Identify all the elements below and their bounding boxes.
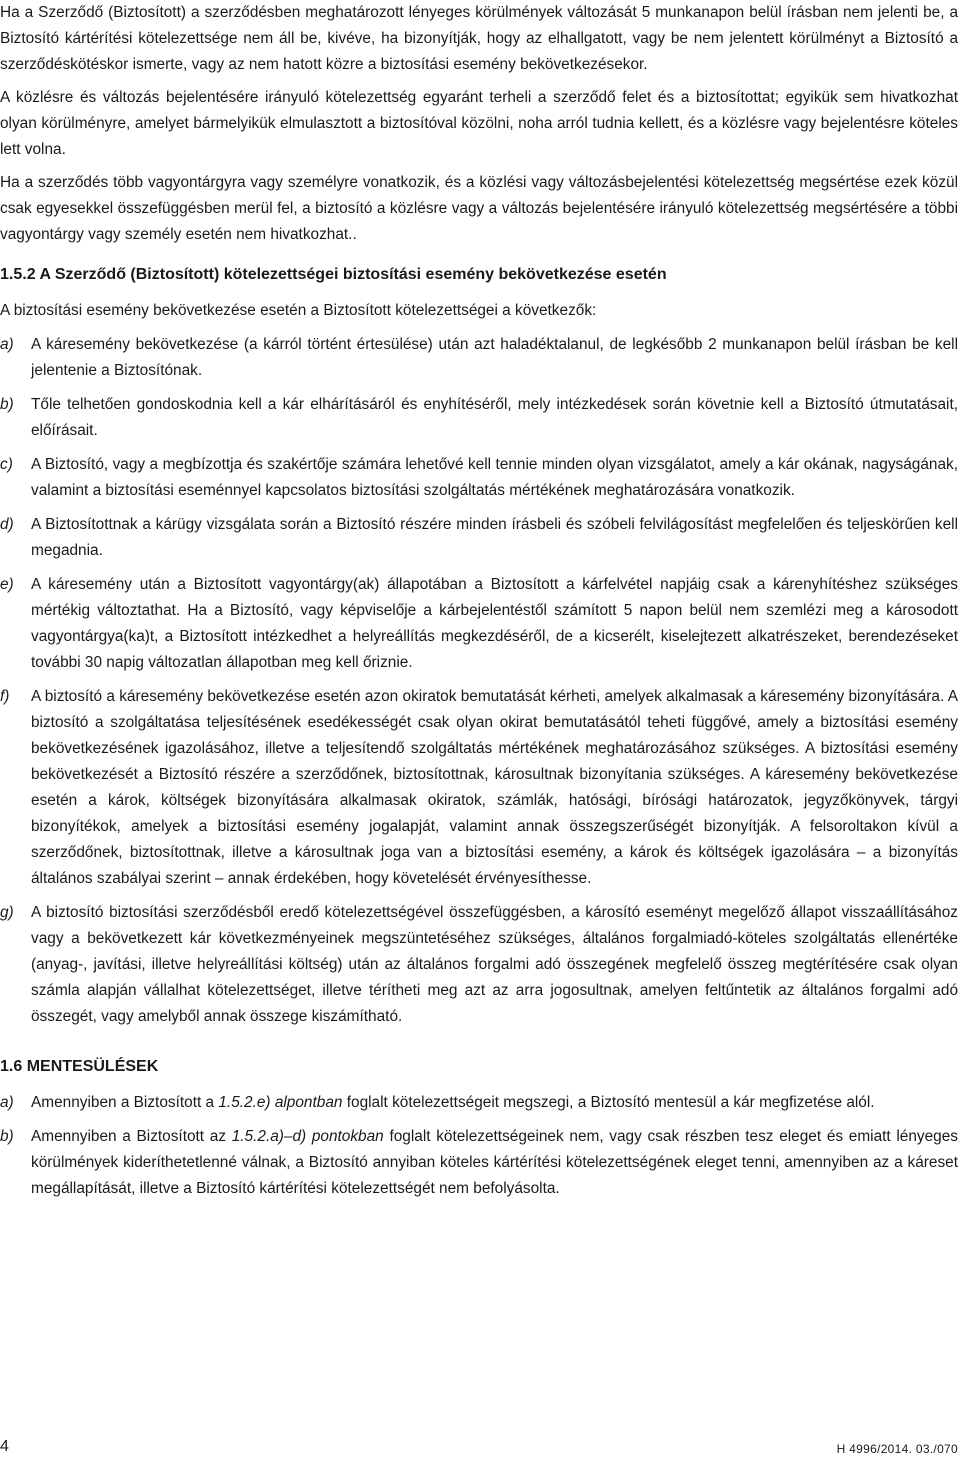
paragraph-change-notification: Ha a Szerződő (Biztosított) a szerződésben meghatározott lényeges körülmények változását 5 munkanapon belül írásban nem jelenti be, a Biztosító kártérítési kötelezettsége nem áll be, kivéve, ha bizonyítják, hogy az elhallgatott, vagy be nem jelentett körülményt a Biztosító a szerződéskötéskor ismerte, vagy az nem hatott közre a biztosítási esemény bekövetkezésekor. xyxy=(0,4,958,73)
list-item-text: A Biztosító, vagy a megbízottja és szakértője számára lehetővé kell tennie minden olyan vizsgálatot, amely a kár okának, nagyságának, valamint a biztosítási eseménnyel kapcsolatos biztosítási szolgáltatás mértékének meghatározására vonatkozik. xyxy=(31,456,958,499)
list-item xyxy=(0,572,958,676)
text-before-ref: Amennyiben a Biztosított a xyxy=(31,1094,219,1111)
list-item xyxy=(0,452,958,504)
list-item-label: g) xyxy=(0,904,14,921)
list-item xyxy=(0,900,958,1030)
list-item-label: b) xyxy=(0,1128,14,1145)
list-item-text: A biztosító a káresemény bekövetkezése esetén azon okiratok bemutatását kérheti, amelyek alkalmasak a káresemény bizonyítására. A biztosító a szolgáltatása teljesítésének esedékességét csak olyan okirat bemutatásától teheti függővé, amely a biztosítási esemény bekövetkezésének igazolásához, illetve a teljesítendő szolgáltatás mértékének meghatározásához szükséges. A biztosítási esemény bekövetkezését a Biztosító részére a szerződőnek, biztosítottnak, károsultnak bizonyítania szükséges. A káresemény bekövetkezése esetén a károk, költségek bizonyítására alkalmasak okiratok, számlák, hatósági, bírósági határozatok, jegyzőkönyvek, tárgyi bizonyítékok, amelyek a biztosítási esemény jogalapját, valamint annak összegszerűségét bizonyítják. A felsoroltakon kívül a szerződőnek, biztosítottnak, illetve a károsultnak joga van a biztosítási esemény, a károk és költségek igazolására – a bizonyítás általános szabályai szerint – annak érdekében, hogy követelését érvényesíthesse. xyxy=(31,688,958,887)
list-item-label: c) xyxy=(0,456,13,473)
list-item-text: A káresemény után a Biztosított vagyontárgy(ak) állapotában a Biztosított a kárfelvétel napjáig csak a kárenyhítéshez szükséges mértékig változtathat. Ha a Biztosító, vagy képviselője a kárbejelentéstől számított 5 napon belül nem szemlézi meg a károsodott vagyontárgya(ka)t, a Biztosított intézkedhet a helyreállítás megkezdéséről, de a kicserélt, kiselejtezett alkatrészeket, berendezéseket további 30 napig változatlan állapotban meg kell őriznie. xyxy=(31,576,958,671)
list-item-label: e) xyxy=(0,576,14,593)
paragraph-disclosure-obligation: A közlésre és változás bejelentésére irányuló kötelezettség egyaránt terheli a szerződő felet és a biztosítottat; egyikük sem hivatkozhat olyan körülményre, amelyet bármelyikük elmulasztott a biztosítóval közölni, noha arról tudnia kellett, és a közlésre vagy bejelentésre köteles lett volna. xyxy=(0,89,958,158)
page-footer xyxy=(0,1438,960,1462)
list-item-label: a) xyxy=(0,1094,14,1111)
list-item-label: f) xyxy=(0,688,10,705)
list-item-text xyxy=(31,1124,958,1202)
section-heading-1-5-2: 1.5.2 A Szerződő (Biztosított) kötelezettségei biztosítási esemény bekövetkezése esetén xyxy=(0,266,667,283)
list-item-label: a) xyxy=(0,336,14,353)
text-after-ref: foglalt kötelezettségeinek nem, vagy csak részben tesz eleget és emiatt lényeges körülmények kideríthetetlenné válnak, a Biztosító annyiban köteles kártérítési kötelezettségének eleget tenni, amennyiben az a káreset megállapítását, illetve a Biztosító kártérítési kötelezettségét nem befolyásolta. xyxy=(31,1128,958,1197)
list-item xyxy=(0,392,958,444)
document-reference: H 4996/2014. 03./070 xyxy=(836,1442,958,1456)
section-reference: 1.5.2.e) alpontban xyxy=(218,1094,343,1111)
list-item-text: Tőle telhetően gondoskodnia kell a kár elhárításáról és enyhítéséről, mely intézkedések során követnie kell a Biztosító útmutatásait, előírásait. xyxy=(31,396,958,439)
list-item xyxy=(0,684,958,892)
section-reference: 1.5.2.a)–d) pontokban xyxy=(231,1128,384,1145)
page-number: 4 xyxy=(0,1438,9,1455)
list-item-text: A Biztosítottnak a kárügy vizsgálata során a Biztosító részére minden írásbeli és szóbeli felvilágosítást megfelelően és teljeskörűen kell megadnia. xyxy=(31,516,958,559)
list-item xyxy=(0,512,958,564)
list-item xyxy=(0,1124,958,1202)
list-item xyxy=(0,1090,958,1116)
section-heading-1-6: 1.6 MENTESÜLÉSEK xyxy=(0,1058,159,1075)
list-item-label: b) xyxy=(0,396,14,413)
list-item-text: A káresemény bekövetkezése (a kárról történt értesülése) után azt haladéktalanul, de legkésőbb 2 munkanapon belül írásban be kell jelentenie a Biztosítónak. xyxy=(31,336,958,379)
paragraph-multiple-objects: Ha a szerződés több vagyontárgyra vagy személyre vonatkozik, és a közlési vagy változásbejelentési kötelezettség megsértése ezek közül csak egyesekkel összefüggésben merül fel, a biztosító a közlésre vagy a változás bejelentésére irányuló kötelezettség megsértésére a többi vagyontárgy vagy személy esetén nem hivatkozhat.. xyxy=(0,174,958,243)
text-before-ref: Amennyiben a Biztosított az xyxy=(31,1128,232,1145)
text-after-ref: foglalt kötelezettségeit megszegi, a Biztosító mentesül a kár megfizetése alól. xyxy=(342,1094,875,1111)
list-item xyxy=(0,332,958,384)
list-item-text xyxy=(31,1090,958,1116)
list-item-label: d) xyxy=(0,516,14,533)
list-item-text: A biztosító biztosítási szerződésből eredő kötelezettségével összefüggésben, a károsító eseményt megelőző állapot visszaállításához vagy a bekövetkezett kár következményeinek megszüntetéséhez szükséges, általános forgalmiadó-köteles szolgáltatás ellenértéke (anyag-, javítási, illetve helyreállítási költség) után az általános forgalmi adó összegének megfelelő összeg megtérítésére csak olyan számla alapján vállalhat kötelezettséget, illetve térítheti meg azt az arra jogosultnak, amelyen feltűntetik az általános forgalmi adó összegét, vagy amelyből annak összege kiszámítható. xyxy=(31,904,958,1025)
section-intro: A biztosítási esemény bekövetkezése esetén a Biztosított kötelezettségei a következők: xyxy=(0,302,597,319)
